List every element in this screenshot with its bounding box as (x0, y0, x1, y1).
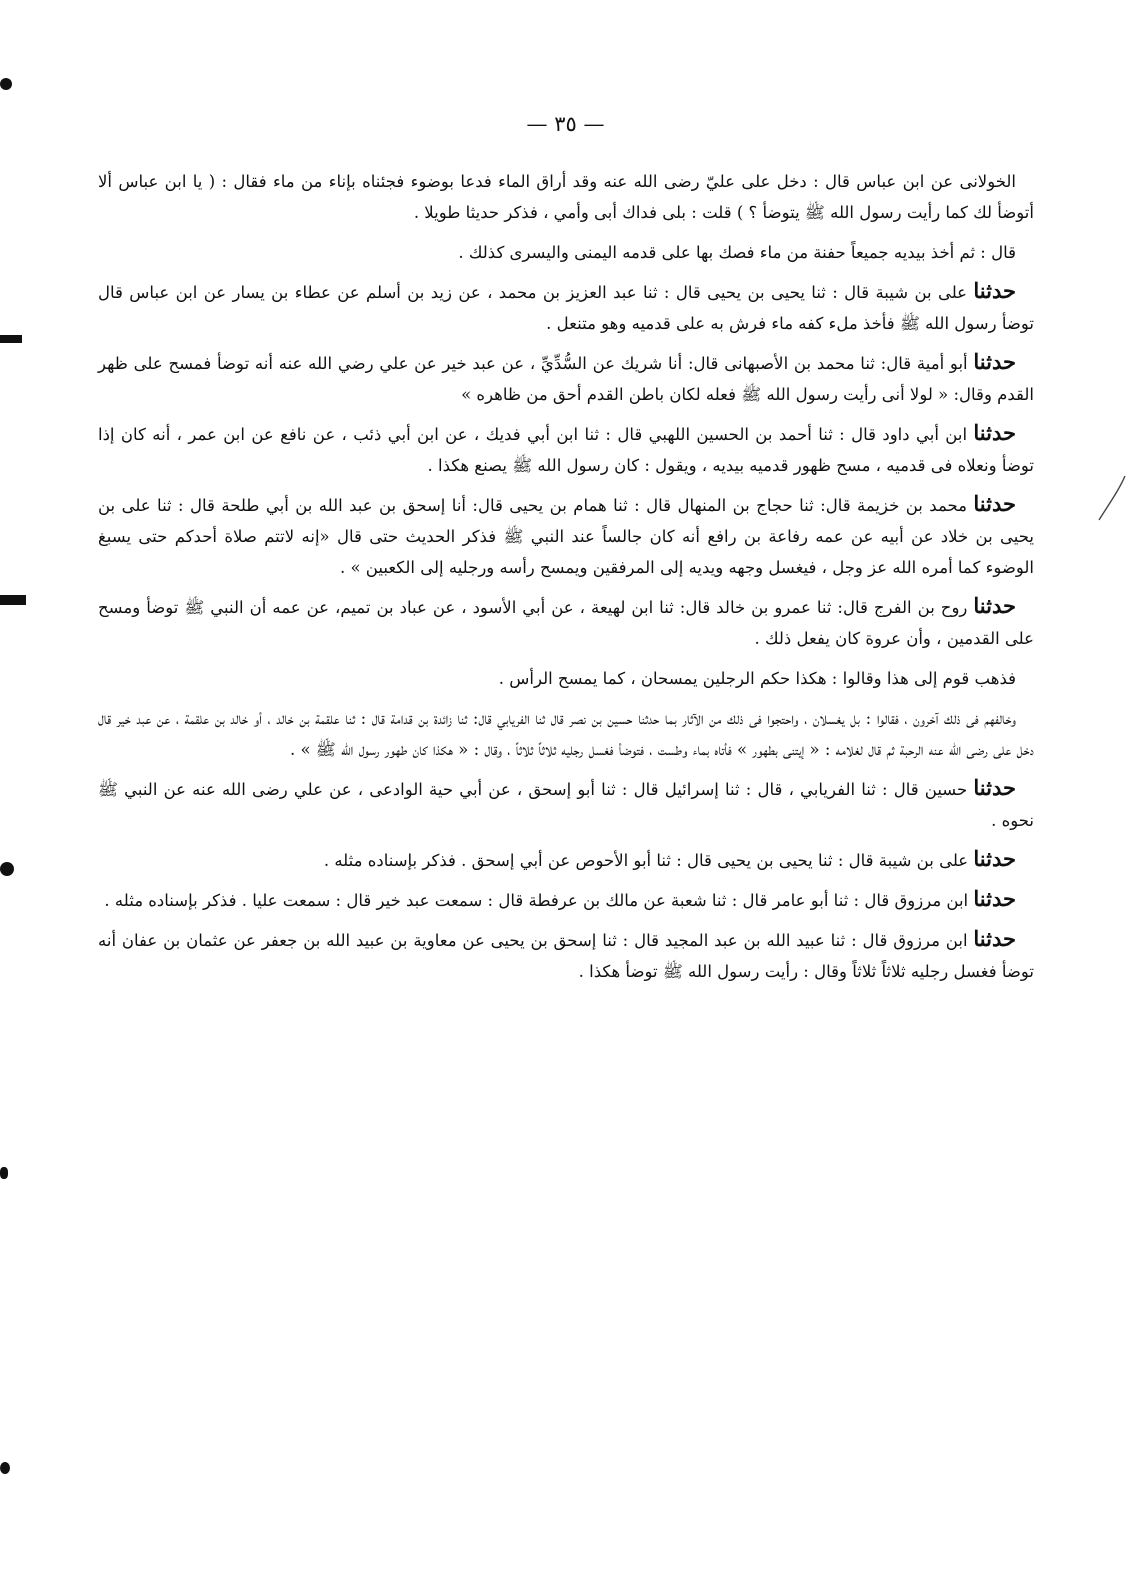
hadith-lead-word: حدثنا (973, 846, 1016, 871)
hadith-lead-word: حدثنا (973, 491, 1016, 516)
page-number: — ٣٥ — (526, 112, 605, 136)
paragraph: الخولانى عن ابن عباس قال : دخل على عليّ رضى الله عنه وقد أراق الماء فدعا بوضوء فجئناه بإناء من ماء فقال : ( يا ابن عباس ألا أتوضأ لك كما رأيت رسول الله ﷺ يتوضأ ؟ ) قلت : بلى فداك أبى وأمي ، فذكر حديثا طويلا . (98, 172, 1034, 222)
margin-blot (0, 1167, 8, 1179)
hadith-lead-word: حدثنا (973, 593, 1016, 618)
margin-blot (0, 335, 22, 343)
paragraph: فذهب قوم إلى هذا وقالوا : هكذا حكم الرجلين يمسحان ، كما يمسح الرأس . (498, 669, 1016, 688)
hadith-lead-word: حدثنا (973, 420, 1016, 445)
hadith-lead-word: حدثنا (973, 278, 1016, 303)
pen-stroke-mark (1091, 470, 1131, 530)
paragraph: حدثنا ابن مرزوق قال : ثنا عبيد الله بن عبد المجيد قال : ثنا إسحق بن يحيى عن معاوية بن عبيد الله بن جعفر عن عثمان بن عفان أنه توضأ فغسل رجليه ثلاثاً ثلاثاً وقال : رأيت رسول الله ﷺ توضأ هكذا . (98, 926, 1034, 981)
paragraph: وخالفهم فى ذلك آخرون ، فقالوا : بل يغسلان ، واحتجوا فى ذلك من الآثار بما حدثنا حسين بن نصر قال ثنا الفريابي قال: ثنا زائدة بن قدامة قال : ثنا علقمة بن خالد ، أو خالد بن علقمة ، عن عبد خير قال دخل على رضى الله عنه الرحبة ثم قال لغلامه : « إيتنى بطهور » فأتاه بماء وطست ، فتوضأ فغسل رجليه ثلاثاً ثلاثاً ، وقال : « هكذا كان طهور رسول الله ﷺ » . (98, 709, 1034, 759)
body-text (98, 164, 1034, 994)
margin-blot (0, 1462, 10, 1474)
paragraph: حدثنا أبو أمية قال: ثنا محمد بن الأصبهانى قال: أنا شريك عن السُّدِّيِّ ، عن عبد خير عن علي رضي الله عنه أنه توضأ فمسح على ظهر القدم وقال: « لولا أنى رأيت رسول الله ﷺ فعله لكان باطن القدم أحق من ظاهره » (98, 349, 1034, 404)
paragraph: حدثنا ابن مرزوق قال : ثنا أبو عامر قال : ثنا شعبة عن مالك بن عرفطة قال : سمعت عبد خير قال : سمعت عليا . فذكر بإسناده مثله . (104, 886, 1016, 911)
hadith-lead-word: حدثنا (973, 775, 1016, 800)
margin-blot (0, 862, 14, 876)
paragraph: قال : ثم أخذ بيديه جميعاً حفنة من ماء فصك بها على قدمه اليمنى واليسرى كذلك . (458, 243, 1016, 262)
paragraph: حدثنا حسين قال : ثنا الفريابي ، قال : ثنا إسرائيل قال : ثنا أبو إسحق ، عن أبي حية الوادعى ، عن علي رضى الله عنه عن النبي ﷺ نحوه . (98, 775, 1034, 830)
paragraph: حدثنا ابن أبي داود قال : ثنا أحمد بن الحسين اللهبي قال : ثنا ابن أبي فديك ، عن ابن أبي ذئب ، عن نافع عن ابن عمر ، أنه كان إذا توضأ ونعلاه فى قدميه ، مسح ظهور قدميه بيديه ، ويقول : كان رسول الله ﷺ يصنع هكذا . (98, 420, 1034, 475)
hadith-lead-word: حدثنا (973, 926, 1016, 951)
paragraph: حدثنا على بن شيبة قال : ثنا يحيى بن يحيى قال : ثنا أبو الأحوص عن أبي إسحق . فذكر بإسناده مثله . (323, 846, 1016, 871)
margin-blot (0, 78, 12, 90)
paragraph: حدثنا محمد بن خزيمة قال: ثنا حجاج بن المنهال قال : ثنا همام بن يحيى قال: أنا إسحق بن عبد الله بن أبي طلحة قال : ثنا على بن يحيى بن خلاد عن أبيه عن عمه رفاعة بن رافع أنه كان جالساً عند النبي ﷺ فذكر الحديث حتى قال «إنه لاتتم صلاة أحدكم حتى يسبغ الوضوء كما أمره الله عز وجل ، فيغسل وجهه ويديه إلى المرفقين ويمسح رأسه ورجليه إلى الكعبين » . (98, 491, 1034, 577)
hadith-lead-word: حدثنا (973, 349, 1016, 374)
margin-blot (0, 595, 26, 605)
hadith-lead-word: حدثنا (973, 886, 1016, 911)
paragraph: حدثنا روح بن الفرج قال: ثنا عمرو بن خالد قال: ثنا ابن لهيعة ، عن أبي الأسود ، عن عباد بن تميم، عن عمه أن النبي ﷺ توضأ ومسح على القدمين ، وأن عروة كان يفعل ذلك . (98, 593, 1034, 648)
paragraph: حدثنا على بن شيبة قال : ثنا يحيى بن يحيى قال : ثنا عبد العزيز بن محمد ، عن زيد بن أسلم عن عطاء بن يسار عن ابن عباس قال توضأ رسول الله ﷺ فأخذ ملء كفه ماء فرش به على قدميه وهو متنعل . (98, 278, 1034, 333)
